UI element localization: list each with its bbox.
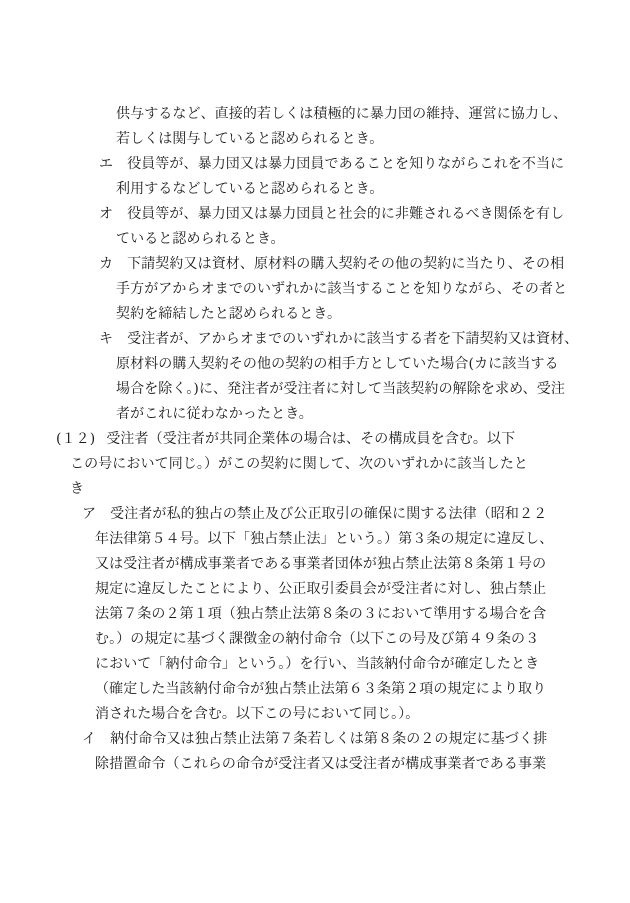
- paragraph-5: [0, 327, 630, 427]
- line-text: む。）の規定に基づく課徴金の納付命令（以下この号及び第４９条の３: [95, 631, 540, 647]
- text-line: [0, 727, 630, 752]
- paragraph-7: [0, 502, 630, 727]
- text-line: [0, 702, 630, 727]
- text-line: [0, 602, 630, 627]
- line-text: 場合を除く。)に、発注者が受注者に対して当該契約の解除を求め、受注: [116, 381, 565, 397]
- text-line: [0, 327, 630, 352]
- line-text: 役員等が、暴力団又は暴力団員であることを知りながらこれを不当に: [127, 156, 565, 172]
- text-line: [0, 452, 630, 477]
- paragraph-2: [0, 152, 630, 202]
- line-text: 原材料の購入契約その他の契約の相手方としていた場合(カに該当する: [116, 356, 559, 372]
- line-text: 受注者（受注者が共同企業体の場合は、その構成員を含む。以下: [106, 431, 516, 447]
- line-text: ていると認められるとき。: [116, 231, 285, 247]
- line-text: 受注者が、アからオまでのいずれかに該当する者を下請契約又は資材、: [127, 331, 579, 347]
- text-line: [0, 302, 630, 327]
- line-text: 供与するなど、直接的若しくは積極的に暴力団の維持、運営に協力し、: [116, 106, 568, 122]
- line-text: 消された場合を含む。以下この号において同じ。）。: [95, 706, 420, 722]
- line-text: 年法律第５４号。以下「独占禁止法」という。）第３条の規定に違反し、: [95, 531, 554, 547]
- text-line: [0, 252, 630, 277]
- paragraph-1: [0, 102, 630, 152]
- line-text: 役員等が、暴力団又は暴力団員と社会的に非難されるべき関係を有し: [127, 206, 565, 222]
- text-line: [0, 502, 630, 527]
- line-text: 下請契約又は資材、原材料の購入契約その他の契約に当たり、その相: [127, 256, 565, 272]
- text-line: [0, 127, 630, 152]
- text-line: [0, 377, 630, 402]
- line-text: この号において同じ。）がこの契約に関して、次のいずれかに該当したと: [70, 456, 529, 472]
- text-line: [0, 627, 630, 652]
- text-line: [0, 227, 630, 252]
- item-label: キ: [99, 331, 114, 347]
- text-line: [0, 202, 630, 227]
- line-text: 法第７条の２第１項（独占禁止法第８条の３において準用する場合を含: [95, 606, 547, 622]
- text-line: [0, 102, 630, 127]
- line-text: 契約を締結したと認められるとき。: [116, 306, 342, 322]
- paragraph-4: [0, 252, 630, 327]
- text-line: [0, 477, 630, 502]
- paragraph-3: [0, 202, 630, 252]
- paragraph-8: [0, 727, 630, 777]
- line-text: 者がこれに従わなかったとき。: [116, 406, 313, 422]
- text-line: [0, 652, 630, 677]
- item-label: ア: [82, 506, 97, 522]
- line-text: 受注者が私的独占の禁止及び公正取引の確保に関する法律（昭和２２: [110, 506, 548, 522]
- text-line: [0, 427, 630, 452]
- line-text: 納付命令又は独占禁止法第７条若しくは第８条の２の規定に基づく排: [110, 731, 548, 747]
- text-line: [0, 352, 630, 377]
- text-line: [0, 752, 630, 777]
- text-line: [0, 552, 630, 577]
- line-text: き: [70, 481, 85, 497]
- line-text: 手方がアからオまでのいずれかに該当することを知りながら、その者と: [116, 281, 568, 297]
- text-line: [0, 677, 630, 702]
- text-line: [0, 277, 630, 302]
- item-label: カ: [99, 256, 114, 272]
- line-text: 利用するなどしていると認められるとき。: [116, 181, 384, 197]
- text-line: [0, 402, 630, 427]
- item-label: イ: [82, 731, 97, 747]
- text-line: [0, 152, 630, 177]
- line-text: において「納付命令」という。）を行い、当該納付命令が確定したとき: [95, 656, 540, 672]
- line-text: （確定した当該納付命令が独占禁止法第６３条第２項の規定により取り: [95, 681, 547, 697]
- paragraph-6: [0, 427, 630, 502]
- line-text: 規定に違反したことにより、公正取引委員会が受注者に対し、独占禁止: [95, 581, 547, 597]
- line-text: 若しくは関与していると認められるとき。: [116, 131, 384, 147]
- item-label: オ: [99, 206, 114, 222]
- text-line: [0, 527, 630, 552]
- item-label: エ: [99, 156, 114, 172]
- line-text: 又は受注者が構成事業者である事業者団体が独占禁止法第８条第１号の: [95, 556, 547, 572]
- text-line: [0, 577, 630, 602]
- text-line: [0, 177, 630, 202]
- item-label: (１２): [56, 431, 96, 447]
- line-text: 除措置命令（これらの命令が受注者又は受注者が構成事業者である事業: [95, 756, 547, 772]
